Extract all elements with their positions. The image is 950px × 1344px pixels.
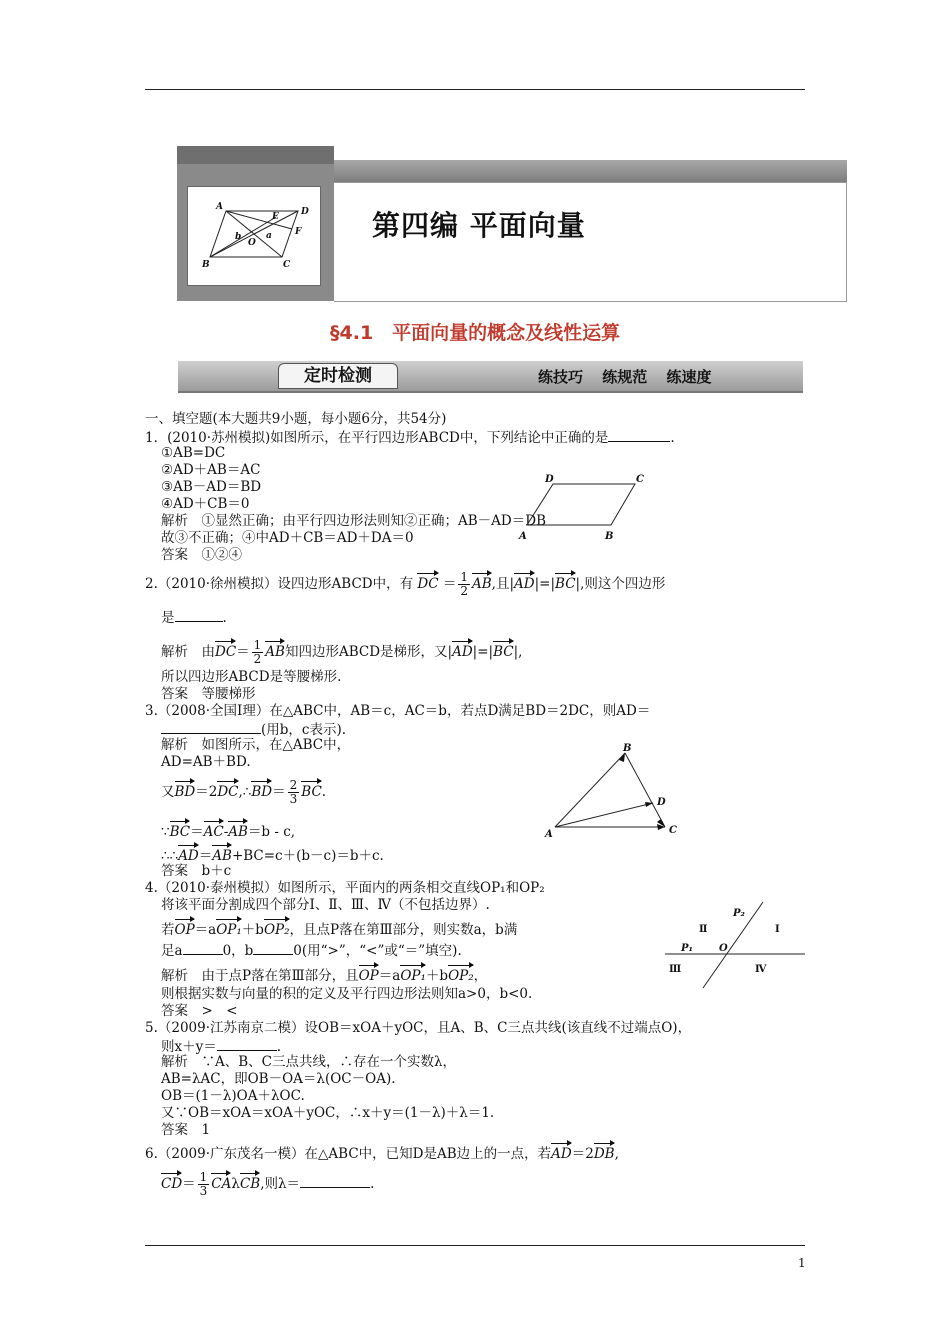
q3-label-b: B [623,743,632,754]
q6-stem2-b: λ [231,1176,240,1192]
q3-stem2: (用b，c表示). [261,722,347,738]
q2-ana-c: |=| [472,644,494,660]
section-title: §4.1 平面向量的概念及线性运算 [330,322,621,344]
q4-stem3-c: ＋b [241,922,264,938]
q4-stem-4 [161,941,462,960]
chapter-banner [177,146,847,301]
q6-stem [145,1141,619,1163]
q4-stem3-d: ，且点P落在第Ⅲ部分，则实数a，b满 [289,922,518,938]
q2-stem: 2.（2010·徐州模拟）设四边形ABCD中，有 DC ＝ $\frac{1}{2}$ AB,且|AD|=|BC|,则这个四边形 [145,570,666,598]
q3-label-c: C [669,825,677,836]
q5-blank [217,1037,277,1051]
q6-vector-ad: AD [551,1141,572,1163]
q3-analysis-3: 又BD＝2DC,∴BD＝ $\frac{2}{3}$ BC. [161,778,327,806]
q5-tail: . [276,1039,282,1055]
q3-vector-dc: DC [217,779,238,801]
q4-label-region-4: Ⅳ [755,964,767,975]
q2-ana-d: |, [513,644,523,660]
q6-frac-denominator: 3 [199,1184,208,1198]
q5-stem: 5.（2009·江苏南京二模）设OB＝xOA＋yOC，且A、B、C三点共线(该直线不过端点O)， [145,1020,692,1036]
footer-rule [145,1245,805,1246]
q4-stem4-c: 0(用“>”，“<”或“＝”填空). [293,943,462,959]
q1-label-b: B [605,531,614,542]
banner-thumbnail [187,186,321,286]
q1-stem-text: 1．(2010·苏州模拟)如图所示，在平行四边形ABCD中，下列结论中正确的是 [145,430,609,446]
q4-stem-3 [161,917,517,939]
q3-analysis-4 [161,819,295,841]
q2-stem-line2 [161,608,227,627]
parallelogram-thumbnail-figure [188,187,320,285]
q1-blank [608,428,670,442]
q1-opt-1: ①AB=DC [161,445,226,461]
q2-analysis-2: 所以四边形ABCD是等腰梯形. [161,669,342,685]
q3-analysis-1: 解析 如图所示，在△ABC中， [161,737,351,753]
section-intro: 一、填空题(本大题共9小题，每小题6分，共54分) [145,411,447,427]
q4-vector-op2: OP₂ [264,917,290,939]
q2-fraction [458,571,470,598]
q3-ana4-a: ∵ [161,824,170,840]
q2-answer: 答案 等腰梯形 [161,686,256,702]
q2-ana-a: 解析 由 [161,644,215,660]
q3-ana5-b: ＝ [198,848,213,864]
q6-vector-cb: CB [240,1171,260,1193]
q5-answer: 答案 1 [161,1122,211,1138]
q2-frac-denominator: 2 [460,584,468,598]
q3-ana4-vector-bc: BC [170,819,191,841]
q2-ana-vector-dc: DC [215,639,236,661]
q3-vector-bd-2: BD [251,779,272,801]
q3-ana4-c: - [223,824,229,840]
q4-vector-op1: OP₁ [216,917,242,939]
q3-ana3-a: 又 [161,784,175,800]
q2-frac-numerator: 1 [460,570,468,584]
q2-stem-d: |,则这个四边形 [575,576,666,592]
q1-label-d: D [545,474,554,485]
practice-slogan: 练技巧 练规范 练速度 [538,368,712,386]
q2-vector-ab: AB [472,571,492,593]
thumb-label-b: b [235,232,242,242]
q2-ana-vector-ad: AD [452,639,473,661]
q4-label-region-1: Ⅰ [775,924,780,935]
q4-vector-op: OP [175,917,195,939]
chapter-title: 第四编 平面向量 [372,209,586,242]
q3-ana5-a: ∴∴ [161,848,179,864]
q3-ana5-vector-ad: AD [178,843,199,865]
q3-ana4-vector-ab: AB [228,819,248,841]
q4-ana-vector-op: OP [359,963,379,985]
q2-stem-a: 2.（2010·徐州模拟）设四边形ABCD中，有 [145,576,414,592]
q4-lines-figure [663,894,813,994]
q6-tail: . [370,1176,375,1192]
q1-parallelogram-figure [513,471,653,543]
q3-analysis-5 [161,843,384,865]
q5-analysis-1: 解析 ∵A、B、C三点共线，∴存在一个实数λ， [161,1054,457,1070]
q6-stem-b: ＝2 [571,1146,594,1162]
q3-ana5-vector-ab: AB [212,843,232,865]
header-rule [145,89,805,90]
q3-ana4-b: ＝ [190,824,204,840]
thumb-label-a-small: a [266,231,272,241]
q4-blank-b [253,941,293,955]
q5-analysis-2: AB=λAC，即OB－OA＝λ(OC－OA). [161,1071,396,1087]
q3-answer: 答案 b＋c [161,863,232,879]
q2-tail: . [222,610,227,626]
q6-stem2-a: ＝ [182,1176,196,1192]
q4-stem: 4.（2010·泰州模拟）如图所示，平面内的两条相交直线OP₁和OP₂ [145,880,545,896]
q3-analysis-2: AD=AB＋BD. [161,754,251,770]
q3-triangle-figure [541,741,691,841]
q4-label-p1: P₁ [681,943,693,954]
q1-opt-3: ③AB－AD＝BD [161,479,262,495]
q4-stem-2: 将该平面分割成四个部分Ⅰ、Ⅱ、Ⅲ、Ⅳ（不包括边界）. [161,897,490,913]
q4-answer: 答案 > < [161,1003,238,1019]
q1-analysis-2: 故③不正确；④中AD＋CB＝AD＋DA＝0 [161,530,414,546]
q6-stem-c: , [614,1146,619,1162]
q2-vector-ad: AD [514,571,535,593]
q6-fraction [198,1171,210,1198]
q3-stem: 3.（2008·全国Ⅰ理）在△ABC中，AB＝c，AC＝b，若点D满足BD＝2DC，则AD＝ [145,703,651,719]
q6-blank [300,1174,370,1188]
q1-label-c: C [636,474,644,485]
q4-stem4-a: 足a [161,943,183,959]
q4-label-region-3: Ⅲ [669,964,682,975]
q1-answer: 答案 ①②④ [161,547,242,563]
q1-opt-2: ②AD＋AB＝AC [161,462,261,478]
q4-ana1-a: 解析 由于点P落在第Ⅲ部分，且 [161,968,359,984]
q4-label-o: O [719,943,728,954]
q6-vector-db: DB [594,1141,615,1163]
thumb-label-b-vertex: B [202,260,210,270]
q2-ana-vector-bc: BC [493,639,514,661]
q4-ana-vector-op1: OP₁ [400,963,426,985]
q4-analysis-1 [161,963,487,985]
q1-tail: . [670,430,675,446]
q2-ana-b: 知四边形ABCD是梯形，又| [284,644,453,660]
q3-fraction [288,779,300,806]
thumb-label-e: E [272,212,279,222]
q5-analysis-3: OB＝(1－λ)OA＋λOC. [161,1088,305,1104]
q2-vector-dc: DC [417,571,438,593]
q3-ana5-c: +BC=c＋(b－c)＝b＋c. [231,848,384,864]
q5-analysis-4: 又∵OB＝xOA＝xOA＋yOC，∴x＋y＝(1－λ)＋λ＝1. [161,1105,495,1121]
thumb-label-d: D [301,207,309,217]
q6-stem-line2 [161,1171,374,1198]
q2-stem-c: |=| [534,576,556,592]
q3-ana3-c: ,∴ [238,784,252,800]
banner-dark-top [177,146,334,164]
q4-ana1-c: ＋b [425,968,449,984]
q6-vector-ca: CA [211,1171,231,1193]
q3-ana3-d: ＝ [272,784,286,800]
q3-label-d: D [657,797,666,808]
q1-opt-4: ④AD＋CB＝0 [161,496,250,512]
q2-stem2: 是 [161,610,175,626]
q3-ana3-b: ＝2 [195,784,218,800]
q2-blank [175,608,223,622]
q4-blank-a [183,941,223,955]
q4-label-p2: P₂ [733,908,745,919]
thumb-label-o: O [248,238,256,248]
q2-ana-frac-denominator: 2 [253,652,262,666]
q3-frac-denominator: 3 [289,792,298,806]
q2-ana-frac-numerator: 1 [253,638,262,652]
q3-frac-numerator: 2 [289,778,298,792]
q4-analysis-2: 则根据实数与向量的积的定义及平行四边形法则知a>0，b<0. [161,986,533,1002]
q2-stem-b: 且| [495,576,515,592]
q3-ana4-vector-ac: AC [204,819,224,841]
q6-stem-a: 6.（2009·广东茂名一模）在△ABC中，已知D是AB边上的一点，若 [145,1146,552,1162]
q3-ana4-d: ＝b - c, [247,824,296,840]
thumb-label-f: F [295,227,302,237]
q4-stem3-b: ＝a [194,922,217,938]
q3-label-a: A [545,829,553,840]
banner-strip [334,160,847,182]
q1-label-a: A [519,531,527,542]
q4-ana1-b: ＝a [378,968,401,984]
page-number: 1 [798,1256,806,1270]
q2-analysis-1: 解析 由DC＝ $\frac{1}{2}$ AB知四边形ABCD是梯形，又|AD|=|BC|, [161,638,523,666]
q6-stem2-c: ,则λ＝ [260,1176,301,1192]
q6-frac-numerator: 1 [199,1170,208,1184]
q4-ana1-d: ， [473,968,488,984]
q4-stem3-a: 若 [161,922,175,938]
q4-ana-vector-op2: OP₂ [448,963,474,985]
q2-ana-vector-ab: AB [265,639,285,661]
q4-label-region-2: Ⅱ [699,924,708,935]
q4-stem4-b: 0，b [222,943,254,959]
timed-test-bar [178,361,803,393]
q1-analysis-1: 解析 ①显然正确；由平行四边形法则知②正确；AB－AD＝DB [161,513,546,529]
q6-vector-cd: CD [161,1171,182,1193]
q3-vector-bc: BC [301,779,322,801]
thumb-label-a: A [216,202,223,212]
q5-stem2: 则x＋y＝ [161,1039,217,1055]
q3-blank [161,720,261,734]
q2-vector-bc: BC [555,571,576,593]
thumb-label-c: C [283,260,291,270]
timed-test-tab: 定时检测 [278,363,398,389]
q3-vector-bd: BD [175,779,196,801]
q2-ana-fraction [252,639,264,666]
